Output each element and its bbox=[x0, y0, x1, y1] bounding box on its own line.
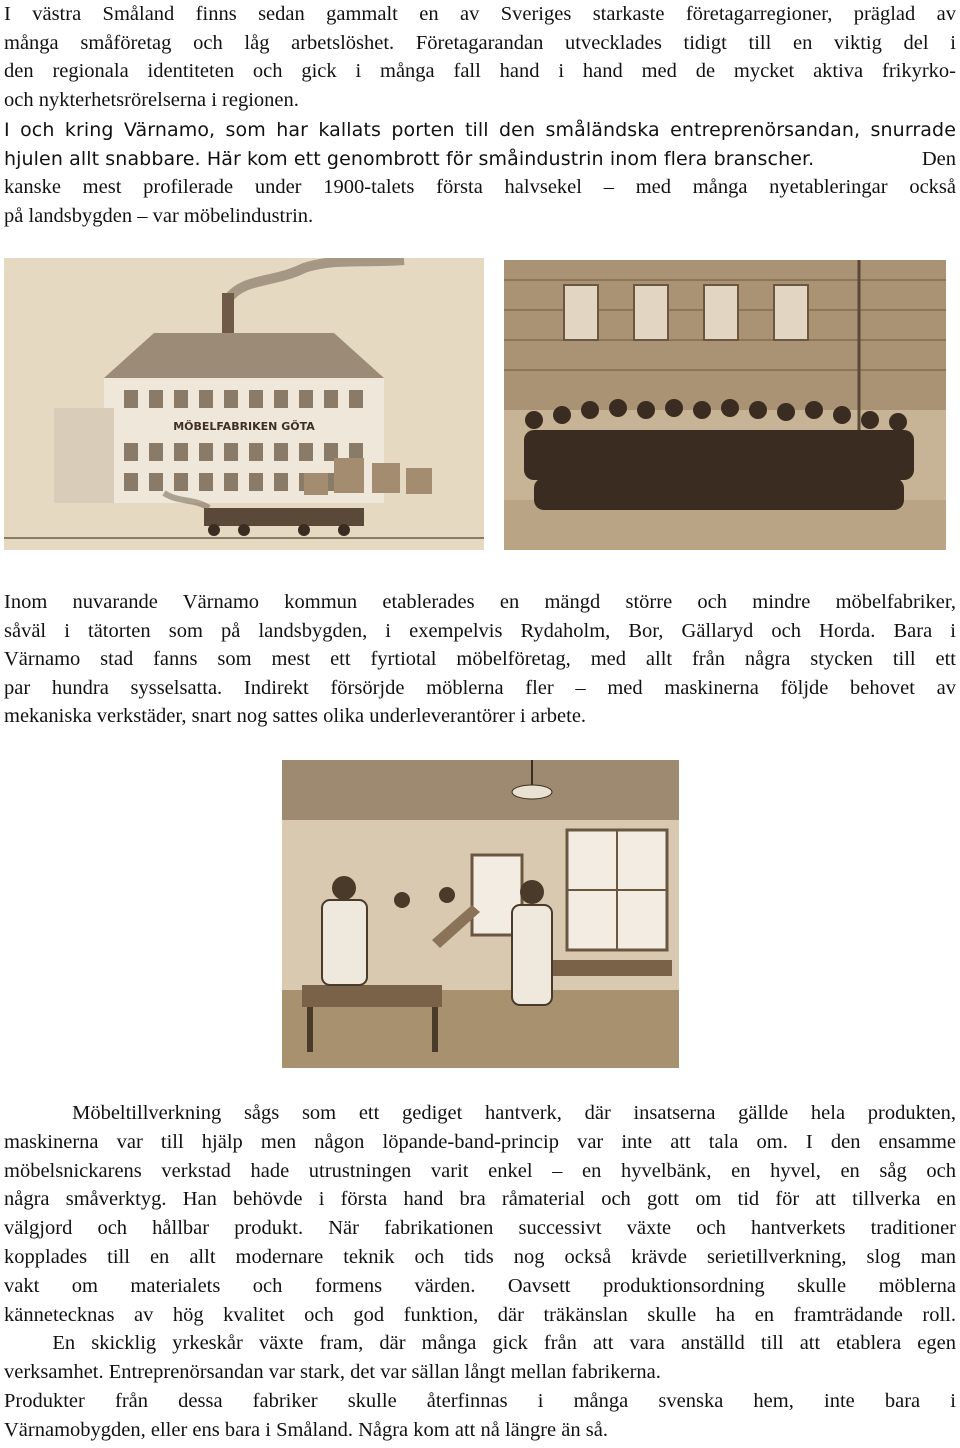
text-line: välgjord och hållbar produkt. När fabrikationen successivt växte och hantverkets traditioner bbox=[4, 1217, 956, 1240]
text-line: verksamhet. Entreprenörsandan var stark, det var sällan långt mellan fabrikerna. bbox=[4, 1361, 661, 1384]
workshop-drawing bbox=[282, 760, 679, 1068]
intro-paragraph bbox=[4, 0, 956, 114]
text-line: och nykterhetsrörelserna i regionen. bbox=[4, 88, 299, 111]
craft-paragraph bbox=[4, 1099, 956, 1445]
text-line: Värnamo stad fanns som mest ett fyrtiotal möbelföretag, med allt från några stycken till ett bbox=[4, 648, 956, 671]
text-line: mekaniska verkstäder, snart nog sattes olika underleverantörer i arbete. bbox=[4, 705, 587, 728]
workshop-photo bbox=[282, 760, 679, 1068]
text-line: Produkter från dessa fabriker skulle återfinnas i många svenska hem, inte bara i bbox=[4, 1389, 956, 1412]
text-line: den regionala identiteten och gick i många fall hand i hand med de mycket aktiva frikyrko- bbox=[4, 60, 956, 83]
text-line: kännetecknas av hög kvalitet och god funktion, där träkänslan skulle ha en framträdande roll. bbox=[4, 1303, 956, 1326]
text-line: på landsbygden – var möbelindustrin. bbox=[4, 204, 314, 227]
text-line: Den bbox=[921, 147, 956, 170]
text-line: Värnamobygden, eller ens bara i Småland. Några kom att nå längre än så. bbox=[4, 1418, 608, 1441]
text-line: Inom nuvarande Värnamo kommun etablerades en mängd större och mindre möbelfabriker, bbox=[4, 591, 956, 613]
text-line: några småverktyg. Han behövde i första hand bra råmaterial och gott om tid för att tillverka en bbox=[4, 1188, 956, 1211]
text-line: många småföretag och låg arbetslöshet. Företagarandan utvecklades tidigt till en viktig del i bbox=[4, 31, 956, 54]
text-line: par hundra sysselsatta. Indirekt försörjde möblerna fler – med maskinerna följde behovet av bbox=[4, 676, 956, 699]
text-line: I och kring Värnamo, som har kallats porten till den småländska entreprenörsandan, snurrade bbox=[4, 119, 956, 141]
factory-sign: MÖBELFABRIKEN GÖTA bbox=[173, 420, 315, 433]
text-line: kopplades till en allt modernare teknik och tids nog också krävde serietillverkning, slog man bbox=[4, 1245, 956, 1268]
text-line: vakt om materialets och formens värden. Oavsett produktionsordning skulle möblerna bbox=[4, 1274, 956, 1297]
text-line: kanske mest profilerade under 1900-talets första halvsekel – med många nyetableringar också bbox=[4, 176, 956, 199]
text-line: möbelsnickarens verkstad hade utrustningen varit enkel – en hyvelbänk, en hyvel, en såg och bbox=[4, 1159, 956, 1182]
text-line: En skicklig yrkeskår växte fram, där många gick från att vara anställd till att etablera egen bbox=[4, 1332, 956, 1355]
municipality-paragraph bbox=[4, 588, 956, 731]
varnamo-paragraph bbox=[4, 116, 956, 230]
text-line: maskinerna var till hjälp men någon löpande-band-princip var inte att tala om. I den ensamme bbox=[4, 1130, 956, 1153]
text-line: I västra Småland finns sedan gammalt en av Sveriges starkaste företagarregioner, präglad av bbox=[4, 3, 956, 25]
text-line: Möbeltillverkning sågs som ett gediget hantverk, där insatserna gällde hela produkten, bbox=[4, 1102, 956, 1124]
workers-group-photo bbox=[504, 260, 946, 550]
factory-drawing bbox=[4, 258, 484, 550]
text-line: hjulen allt snabbare. Här kom ett genombrott för småindustrin inom flera branscher. bbox=[4, 147, 815, 170]
text-line: såväl i tätorten som på landsbygden, i exempelvis Rydaholm, Bor, Gällaryd och Horda. Bara i bbox=[4, 619, 956, 642]
factory-illustration bbox=[4, 258, 484, 550]
workers-drawing bbox=[504, 260, 946, 550]
